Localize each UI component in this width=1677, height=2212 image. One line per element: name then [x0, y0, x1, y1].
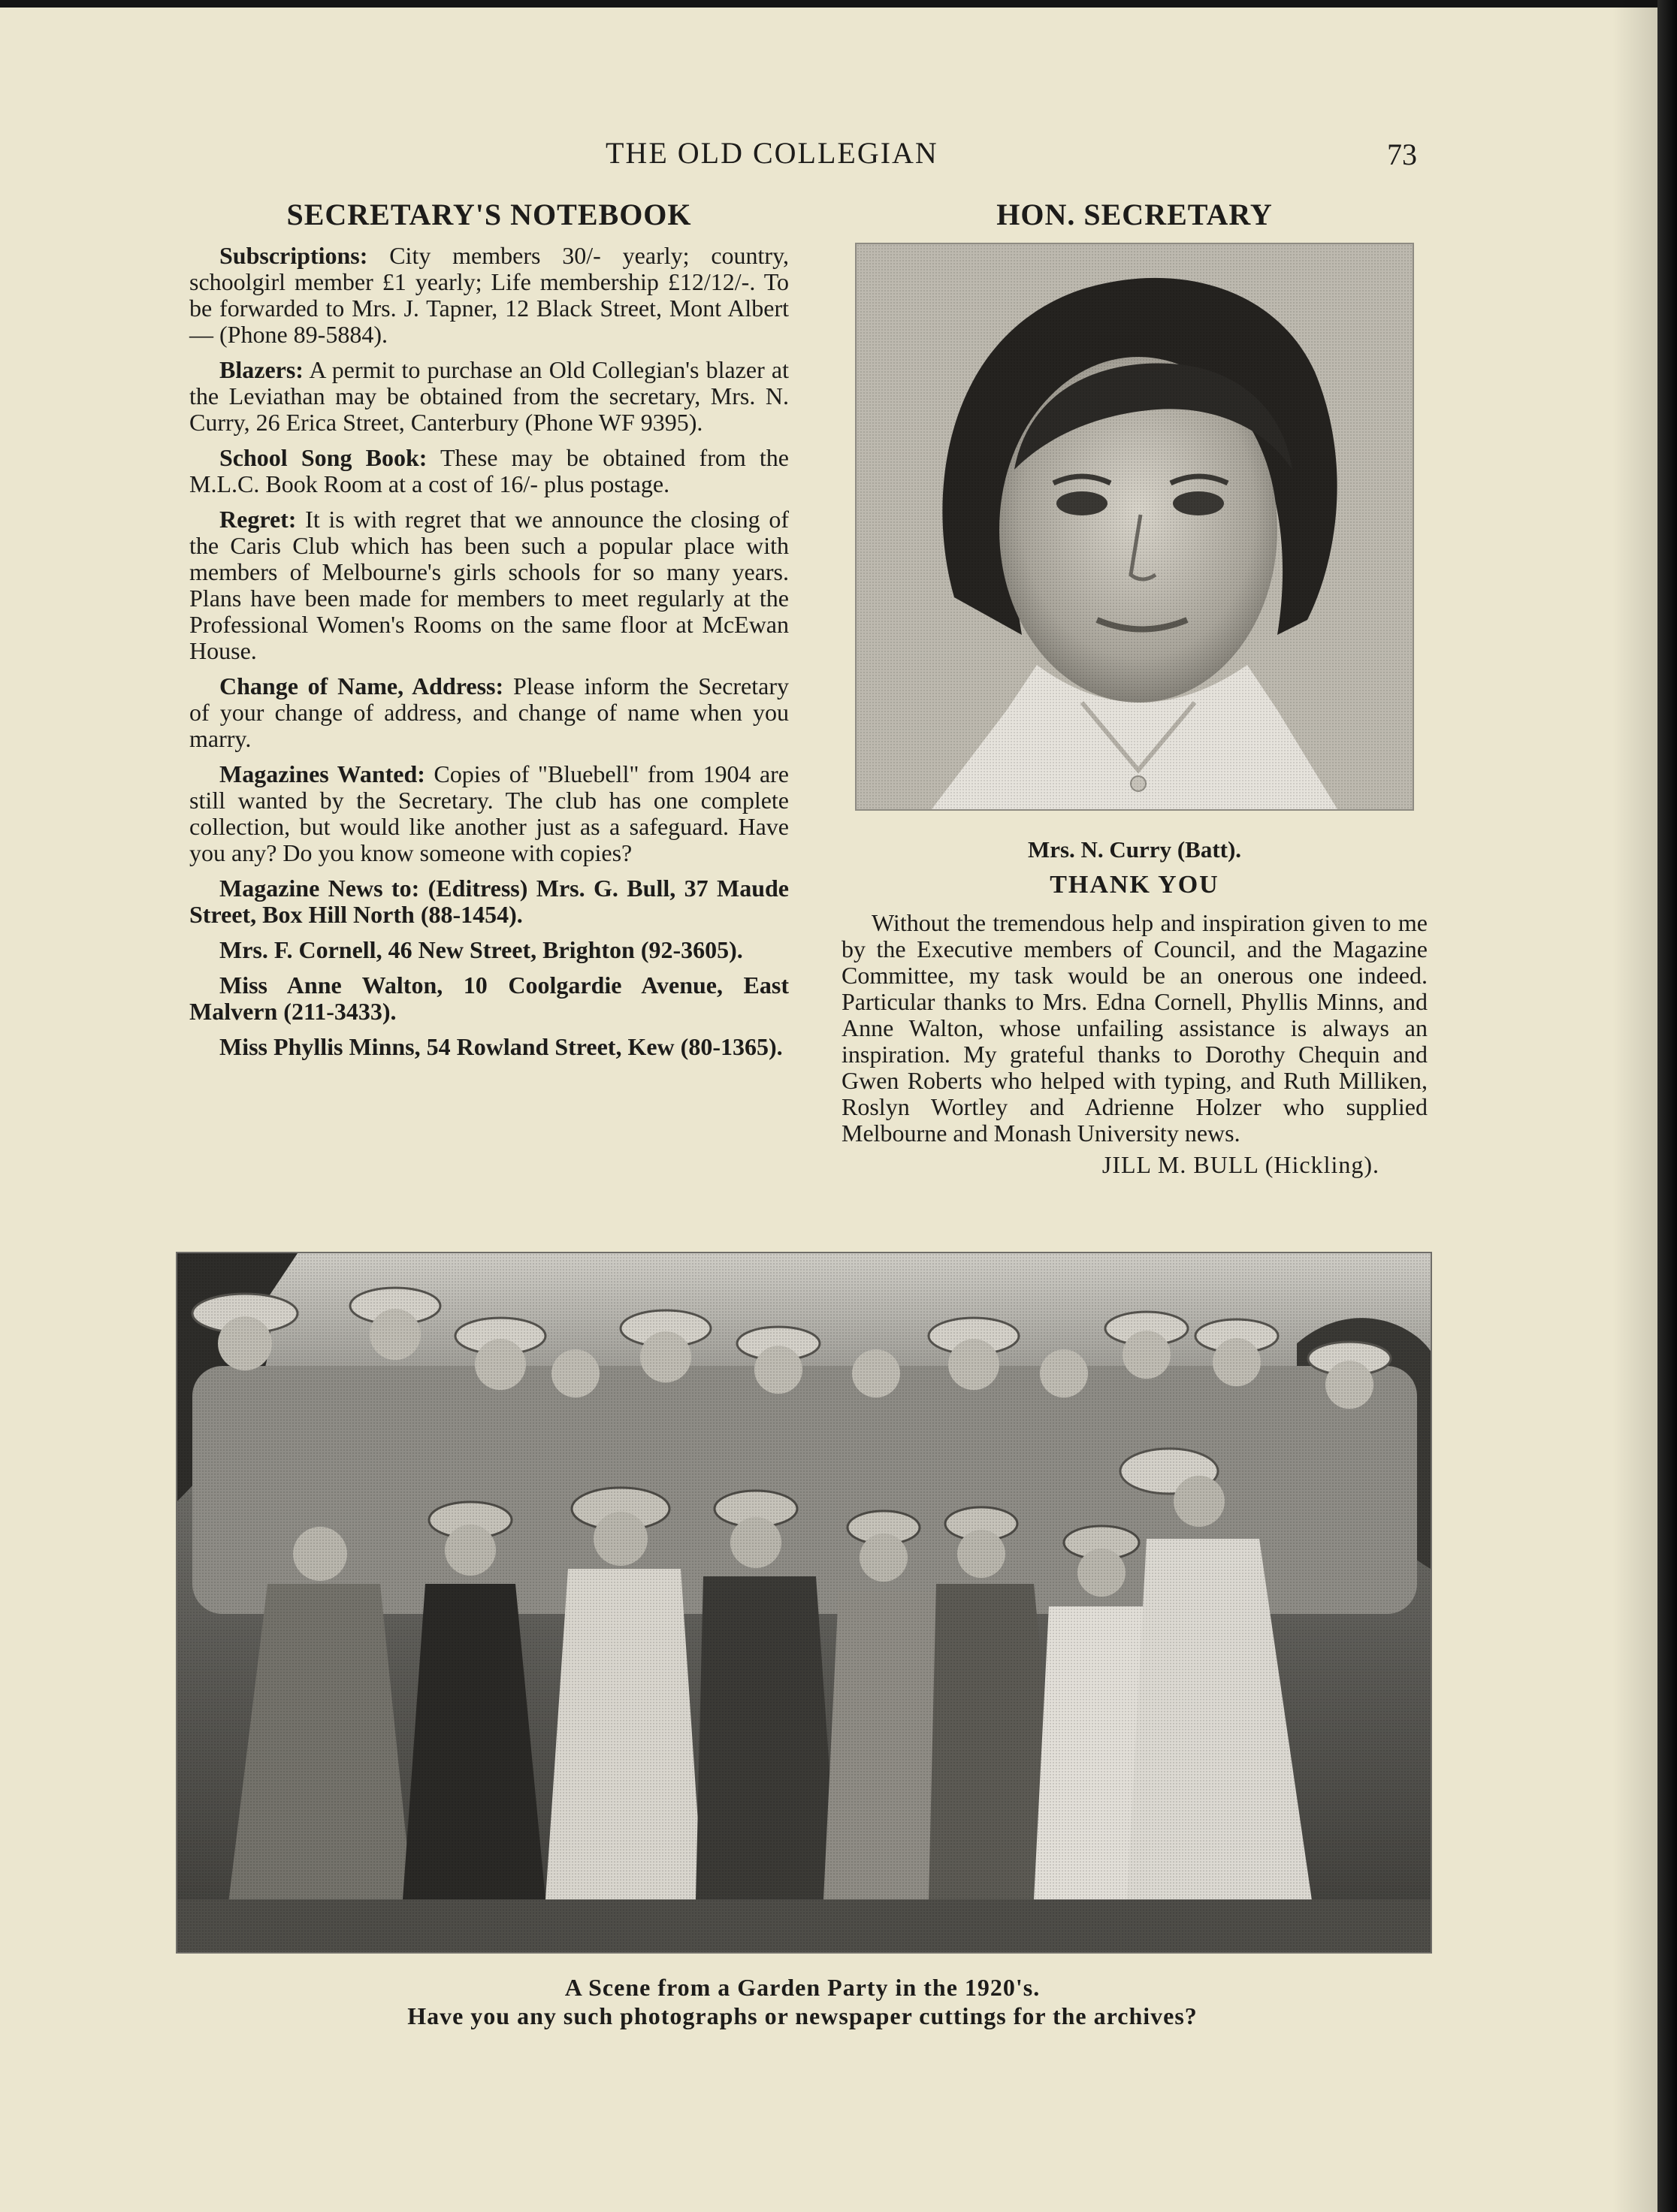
contact-walton: Miss Anne Walton, 10 Coolgardie Avenue, East Malvern (211-3433). [189, 972, 789, 1025]
garden-party-photo [176, 1252, 1432, 1954]
caption-line-1: A Scene from a Garden Party in the 1920's. [564, 1974, 1041, 2001]
contact-magazine-news: Magazine News to: (Editress) Mrs. G. Bull, 37 Maude Street, Box Hill North (88-1454). [189, 875, 789, 928]
signature: JILL M. BULL (Hickling). [1101, 1151, 1379, 1178]
page-top-edge [0, 0, 1677, 8]
page-number: 73 [1387, 137, 1417, 171]
thank-you-title: THANK YOU [1050, 871, 1219, 899]
hon-secretary-title: HON. SECRETARY [996, 198, 1273, 231]
caption-line-2: Have you any such photographs or newspaper cuttings for the archives? [407, 2002, 1198, 2029]
notebook-title: SECRETARY'S NOTEBOOK [286, 198, 692, 231]
note-blazers: Blazers: A permit to purchase an Old Collegian's blazer at the Leviathan may be obtained from the secretary, Mrs. N. Curry, 26 Erica Street, Canterbury (Phone WF 9395). [189, 356, 789, 436]
note-change-of-name: Change of Name, Address: Please inform the Secretary of your change of address, and change of name when you marry. [189, 672, 790, 752]
thank-you-text: Without the tremendous help and inspiration given to me by the Executive members of Council, and the Magazine Committee, my task would be an onerous one indeed. Particular thanks to Mrs. Edna Cornell, Phyllis Minns, and Anne Walton, whose unfailing assistance is always an inspiration. My grateful thanks to Dorothy Chequin and Gwen Roberts who helped with typing, and Ruth Milliken, Roslyn Wortley and Adrienne Holzer who supplied Melbourne and Monash University news. [842, 909, 1428, 1147]
secretarys-notebook-column [189, 197, 789, 1069]
portrait-illustration [857, 244, 1413, 809]
note-song-book: School Song Book: These may be obtained from the M.L.C. Book Room at a cost of 16/- plus postage. [189, 444, 789, 497]
garden-party-caption [176, 1973, 1429, 2030]
portrait-caption: Mrs. N. Curry (Batt). [1027, 836, 1242, 863]
running-title: THE OLD COLLEGIAN [606, 136, 938, 170]
page-right-edge [1657, 0, 1677, 2212]
contact-cornell: Mrs. F. Cornell, 46 New Street, Brighton (92-3605). [219, 936, 743, 963]
contact-minns: Miss Phyllis Minns, 54 Rowland Street, Kew (80-1365). [219, 1033, 783, 1060]
secretary-portrait-photo [855, 243, 1414, 811]
garden-party-illustration [177, 1253, 1431, 1952]
notebook-items [189, 243, 789, 1060]
note-magazines-wanted: Magazines Wanted: Copies of "Bluebell" from 1904 are still wanted by the Secretary. The club has one complete collection, but would like another just as a safeguard. Have you any? Do you know someone with copies? [189, 760, 790, 866]
note-regret: Regret: It is with regret that we announce the closing of the Caris Club which has been such a popular place with members of Melbourne's girls schools for so many years. Plans have been made for members to meet regularly at the Professional Women's Rooms on the same floor at McEwan House. [189, 506, 789, 664]
note-subscriptions: Subscriptions: City members 30/- yearly; country, schoolgirl member £1 yearly; Life membership £12/12/-. To be forwarded to Mrs. J. Tapner, 12 Black Street, Mont Albert — (Phone 89-5884). [189, 242, 789, 348]
binding-shadow [1612, 0, 1657, 2212]
hon-secretary-column [842, 197, 1428, 1179]
